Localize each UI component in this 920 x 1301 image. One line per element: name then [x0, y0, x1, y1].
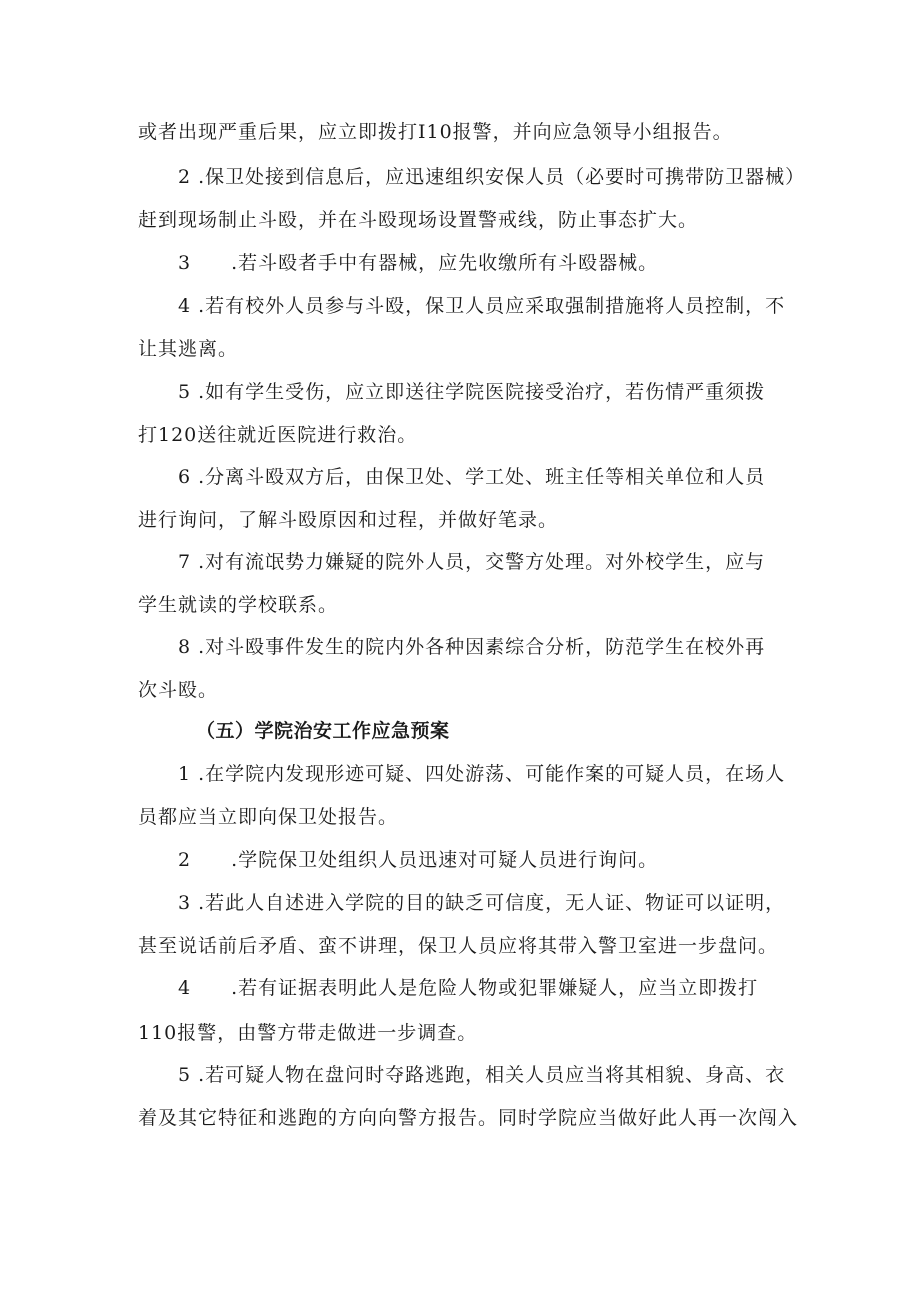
text-line: 赶到现场制止斗殴，并在斗殴现场设置警戒线，防止事态扩大。: [138, 209, 699, 231]
list-item-8: 8 .对斗殴事件发生的院内外各种因素综合分析，防范学生在校外再: [178, 636, 766, 658]
text-line: 让其逃离。: [138, 338, 239, 360]
list-item-3: 3 .若斗殴者手中有器械，应先收缴所有斗殴器械。: [178, 252, 659, 274]
section-heading: （五）学院治安工作应急预案: [196, 720, 450, 742]
text-line: 着及其它特征和逃跑的方向向警方报告。同时学院应当做好此人再一次闯入: [138, 1107, 799, 1129]
text-line: 110报警，由警方带走做进一步调查。: [138, 1022, 478, 1044]
list-item-2: 2 .学院保卫处组织人员迅速对可疑人员进行询问。: [178, 849, 659, 871]
list-item-4: 4 .若有证据表明此人是危险人物或犯罪嫌疑人，应当立即拨打: [178, 977, 759, 999]
text-line: 或者出现严重后果，应立即拨打I10报警，并向应急领导小组报告。: [138, 121, 733, 143]
list-item-5: 5 .如有学生受伤，应立即送往学院医院接受治疗，若伤情严重须拨: [178, 381, 766, 403]
list-item-2: 2 .保卫处接到信息后，应迅速组织安保人员（必要时可携带防卫器械）: [178, 166, 806, 188]
text-line: 学生就读的学校联系。: [138, 594, 339, 616]
text-line: 甚至说话前后矛盾、蛮不讲理，保卫人员应将其带入警卫室进一步盘问。: [138, 935, 779, 957]
list-item-3: 3 .若此人自述进入学院的目的缺乏可信度，无人证、物证可以证明，: [178, 892, 786, 914]
list-item-7: 7 .对有流氓势力嫌疑的院外人员，交警方处理。对外校学生，应与: [178, 551, 766, 573]
list-item-4: 4 .若有校外人员参与斗殴，保卫人员应采取强制措施将人员控制，不: [178, 295, 786, 317]
text-line: 打120送往就近医院进行救治。: [138, 424, 418, 446]
list-item-1: 1 .在学院内发现形迹可疑、四处游荡、可能作案的可疑人员，在场人: [178, 763, 786, 785]
list-item-5: 5 .若可疑人物在盘问时夺路逃跑，相关人员应当将其相貌、身高、衣: [178, 1064, 786, 1086]
text-line: 员都应当立即向保卫处报告。: [138, 806, 399, 828]
text-line: 次斗殴。: [138, 679, 219, 701]
list-item-6: 6 .分离斗殴双方后，由保卫处、学工处、班主任等相关单位和人员: [178, 466, 766, 488]
text-line: 进行询问，了解斗殴原因和过程，并做好笔录。: [138, 509, 559, 531]
